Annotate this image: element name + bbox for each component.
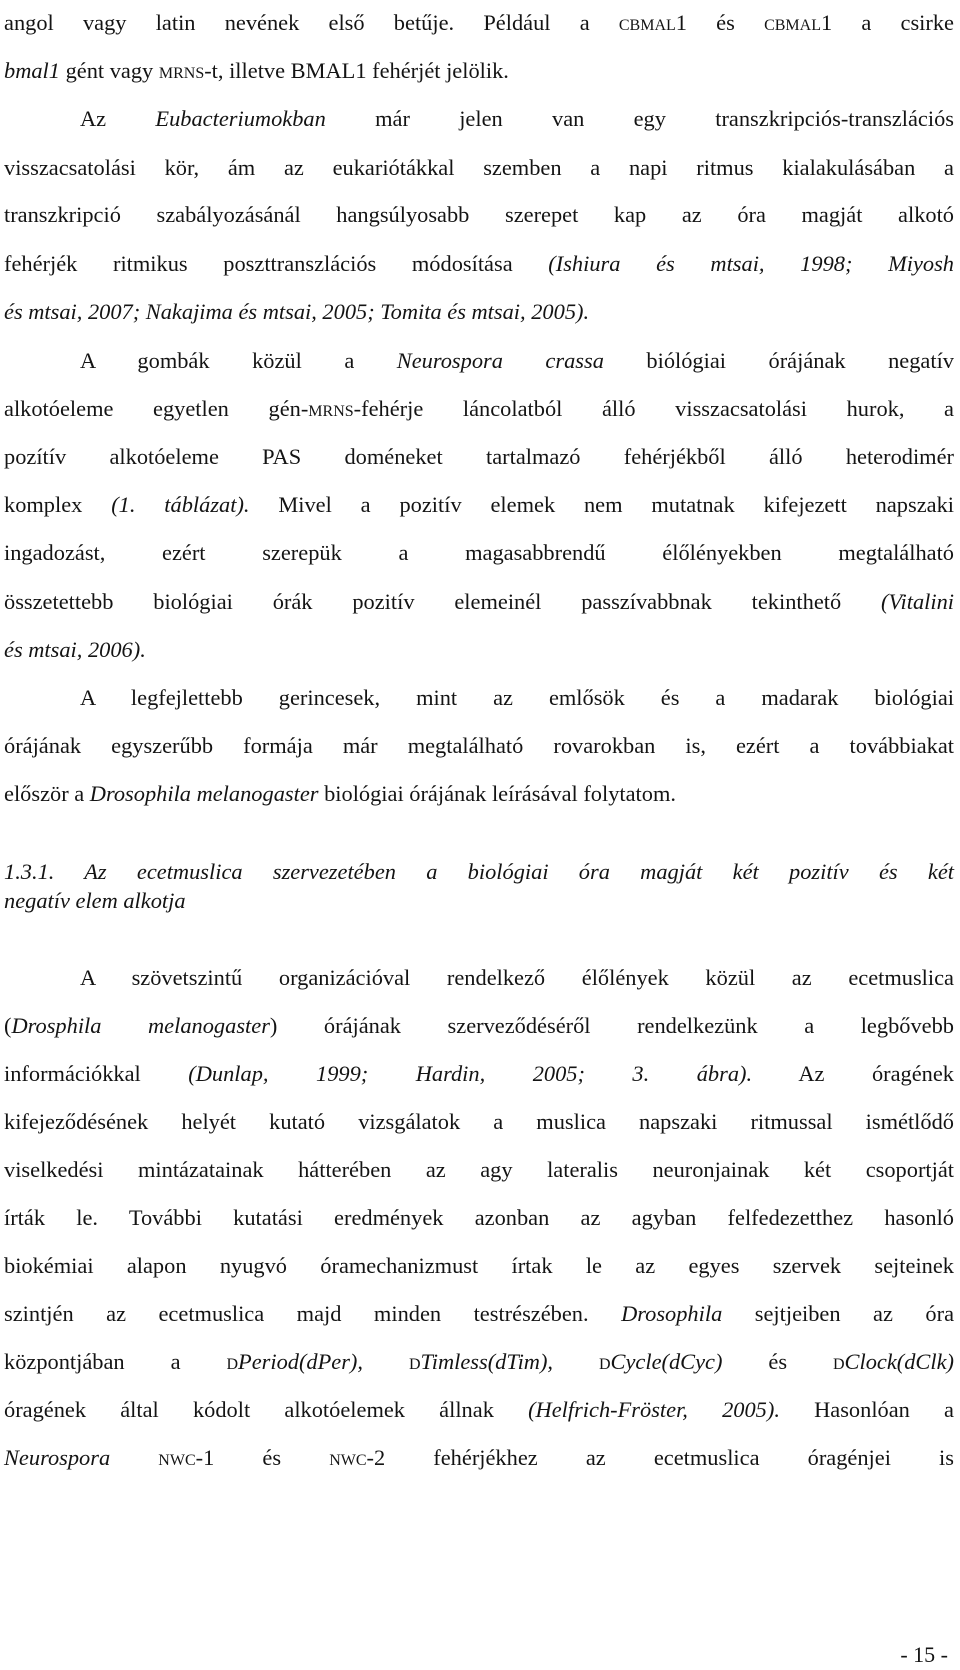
small-caps-text: mrns [308,396,354,421]
paragraph-line [4,1443,954,1473]
text-run: -1 és [195,1445,330,1470]
text-run: A gombák közül a [80,348,397,373]
italic-text: negatív elem alkotja [4,888,186,913]
text-run: írták le. További kutatási eredmények azonban az agyban felfedezetthez hasonló [4,1205,954,1230]
small-caps-text: d [226,1349,239,1374]
text-run: Mivel a pozitív elemek nem mutatnak kifejezett napszaki [249,492,954,517]
text-run: A szövetszintű organizációval rendelkező élőlények közül az ecetmuslica [80,965,954,990]
italic-text: bmal1 [4,58,60,83]
text-run: -fehérje láncolatból álló visszacsatolási hurok, a [353,396,955,421]
italic-text: Eubacteriumokban [155,106,326,131]
paragraph-line [4,1395,954,1425]
text-run: ) órájának szerveződéséről rendelkezünk a legbővebb [269,1013,954,1038]
italic-text: (Ishiura és mtsai, 1998; Miyosh [548,251,954,276]
text-run: Az óragének [752,1061,954,1086]
paragraph-line [4,1203,954,1233]
small-caps-text: d [408,1349,421,1374]
text-run: már jelen van egy transzkripciós-transzlációs [325,106,954,131]
small-caps-text: mrns [158,58,205,83]
paragraph-line [4,779,954,809]
paragraph-line [4,683,954,713]
paragraph-line [4,56,954,86]
paragraph-line [4,963,954,993]
text-run: kifejeződésének helyét kutató vizsgálatok a muslica napszaki ritmussal ismétlődő [4,1109,954,1134]
text-run: órájának egyszerűbb formája már megtalálható rovarokban is, ezért a továbbiakat [4,733,954,758]
italic-text: (Helfrich-Fröster, 2005). [528,1397,780,1422]
paragraph-line [4,538,954,568]
paragraph-line [4,635,954,665]
text-run: A legfejlettebb gerincesek, mint az emlősök és a madarak biológiai [80,685,954,710]
small-caps-text: nwc [158,1445,196,1470]
text-run: angol vagy latin nevének első betűje. Például a [4,10,619,35]
paragraph-line [4,1155,954,1185]
paragraph-line [4,490,954,520]
text-run: biológiai órájának leírásával folytatom. [318,781,676,806]
section-heading-line [4,886,954,916]
italic-text: (Vitalini [881,589,954,614]
paragraph-line [4,587,954,617]
text-run: pozítív alkotóeleme PAS doméneket tartalmazó fehérjékből álló heterodimér [4,444,954,469]
paragraph-line [4,1347,954,1377]
page-number: - 15 - [900,1642,948,1667]
small-caps-text: cbmal1 [764,10,833,35]
paragraph-line [4,104,954,134]
text-run: biokémiai alapon nyugvó óramechanizmust írtak le az egyes szervek sejteinek [4,1253,954,1278]
italic-text: Drosophila melanogaster [89,781,319,806]
paragraph-line [4,346,954,376]
text-run [553,1349,599,1374]
paragraph-line [4,8,954,38]
italic-text: Drosphila melanogaster [11,1013,270,1038]
paragraph-line [4,1107,954,1137]
section-heading-line [4,857,954,887]
text-run: központjában a [4,1349,227,1374]
text-run: biólógiai órájának negatív [603,348,954,373]
italic-text: Period(dPer), [238,1349,363,1374]
paragraph-line [4,394,954,424]
text-run: először a [4,781,90,806]
italic-text: Cycle(dCyc) [610,1349,723,1374]
italic-text: (1. táblázat). [111,492,250,517]
italic-text: és mtsai, 2007; Nakajima és mtsai, 2005; Tomita és mtsai, 2005). [4,299,590,324]
small-caps-text: d [832,1349,845,1374]
paragraph-line [4,1251,954,1281]
text-run: fehérjék ritmikus poszttranszlációs módosítása [4,251,549,276]
paragraph-line [4,1299,954,1329]
italic-text: (Dunlap, 1999; Hardin, 2005; 3. ábra). [188,1061,753,1086]
text-run: információkkal [4,1061,189,1086]
text-run: -2 fehérjékhez az ecetmuslica óragénjei is [366,1445,954,1470]
paragraph-line [4,200,954,230]
text-run: -t, illetve BMAL1 fehérjét jelölik. [204,58,509,83]
paragraph-line [4,153,954,183]
text-run: összetettebb biológiai órák pozitív elemeinél passzívabbnak tekinthető [4,589,882,614]
paragraph-line [4,1011,954,1041]
text-run: óragének által kódolt alkotóelemek állnak [4,1397,529,1422]
text-run: sejtjeiben az óra [722,1301,955,1326]
paragraph-line [4,731,954,761]
italic-text: Neurospora [4,1445,111,1470]
text-run [363,1349,409,1374]
paragraph-line [4,249,954,279]
small-caps-text: d [598,1349,611,1374]
text-run: transzkripció szabályozásánál hangsúlyosabb szerepet kap az óra magját alkotó [4,202,954,227]
text-run: viselkedési mintázatainak hátterében az agy lateralis neuronjainak két csoportját [4,1157,954,1182]
text-run: gént vagy [59,58,159,83]
text-run: Az [80,106,156,131]
italic-text: Drosophila [621,1301,723,1326]
italic-text: Clock(dClk) [844,1349,954,1374]
italic-text: 1.3.1. Az ecetmuslica szervezetében a biológiai óra magját két pozitív és két [4,859,954,884]
italic-text: Neurospora crassa [396,348,604,373]
paragraph-line [4,297,954,327]
italic-text: és mtsai, 2006). [4,637,146,662]
paragraph-line [4,442,954,472]
small-caps-text: cbmal1 [618,10,687,35]
text-run: és [686,10,765,35]
text-run: komplex [4,492,112,517]
small-caps-text: nwc [329,1445,367,1470]
paragraph-line [4,1059,954,1089]
text-run [110,1445,158,1470]
text-run: visszacsatolási kör, ám az eukariótákkal szemben a napi ritmus kialakulásában a [4,155,954,180]
text-run: Hasonlóan a [779,1397,954,1422]
text-run: alkotóeleme egyetlen gén- [4,396,309,421]
text-run: ( [4,1013,12,1038]
text-run: és [722,1349,833,1374]
text-run: ingadozást, ezért szerepük a magasabbrendű élőlényekben megtalálható [4,540,954,565]
italic-text: Timless(dTim), [420,1349,554,1374]
text-run: szintjén az ecetmuslica majd minden testrészében. [4,1301,622,1326]
text-run: a csirke [832,10,954,35]
